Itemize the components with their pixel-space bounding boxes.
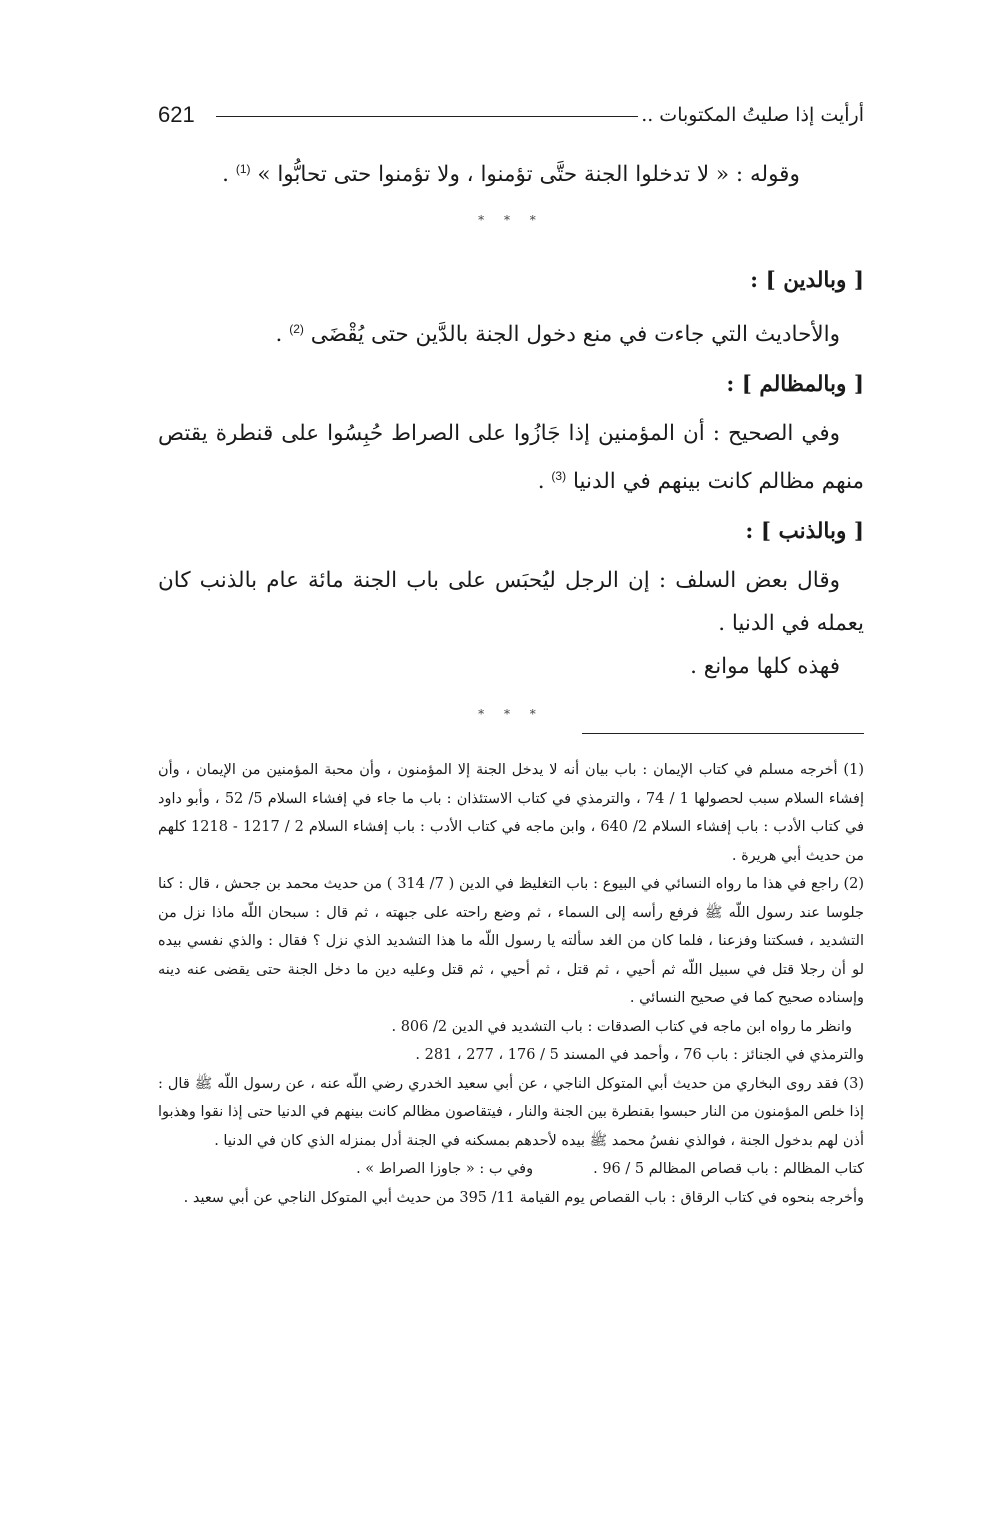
footnote-3-continuation: وأخرجه بنحوه في كتاب الرقاق : باب القصاص يوم القيامة 11/ 395 من حديث أبي المتوكل الناجي عن أبي سعيد . (183, 1189, 864, 1206)
debt-paragraph: والأحاديث التي جاءت في منع دخول الجنة بالدَّين حتى يُقْضَى $^{(2)}$ . (275, 322, 840, 348)
footnotes (158, 756, 864, 1212)
main-text (158, 148, 864, 722)
paragraph-text: وفي الصحيح : أن المؤمنين إذا جَازُوا على الصراط حُبِسُوا على قنطرة يقتص منهم مظالم كانت بينهم في الدنيا (158, 421, 864, 495)
page-number: 621 (158, 102, 195, 127)
section-heading-sin: [ وبالذنب ] : (745, 519, 864, 545)
hadith-quote-paragraph: وقوله : « لا تدخلوا الجنة حتَّى تؤمنوا ، ولا تؤمنوا حتى تحابُّوا » $^{(1)}$ . (222, 162, 800, 188)
footnote-3-source-line (158, 1155, 864, 1184)
footnote-ref-1[interactable]: (1) (235, 162, 251, 176)
footnote-3-source: كتاب المظالم : باب قصاص المظالم 5 / 96 . (593, 1161, 864, 1177)
footnote-ref-3[interactable]: (3) (551, 469, 567, 484)
footnote-3: (3) فقد روى البخاري من حديث أبي المتوكل الناجي ، عن أبي سعيد الخدري رضي اللّه عنه ، عن رسول اللّه ﷺ قال : إذا خلص المؤمنون من النار حبسوا بقنطرة بين الجنة والنار ، فيتقاصون مظالم كانت بينهم في الدنيا حتى إذا نقوا وهذبوا أذن لهم بدخول الجنة ، فوالذي نفسُ محمد ﷺ بيده لأحدهم بمسكنه في الجنة أدل بمنزله الذي كان في الدنيا . (158, 1075, 864, 1149)
header-rule (216, 116, 638, 117)
footnote-2-continuation: وانظر ما رواه ابن ماجه في كتاب الصدقات : باب التشديد في الدين 2/ 806 . (391, 1018, 852, 1035)
footnote-3-variant: وفي ب : « جاوزا الصراط » . (356, 1161, 534, 1177)
section-heading-injustice: [ وبالمظالم ] : (726, 372, 864, 398)
footnote-rule (582, 733, 864, 734)
footnote-1: (1) أخرجه مسلم في كتاب الإيمان : باب بيان أنه لا يدخل الجنة إلا المؤمنون ، وأن محبة المؤمنين من الإيمان ، وأن إفشاء السلام سبب لحصولها 1 / 74 ، والترمذي في كتاب الاستئذان : باب ما جاء في إفشاء السلام 5/ 52 ، وأبو داود في كتاب الأدب : باب إفشاء السلام 2/ 640 ، وابن ماجه في كتاب الأدب : باب إفشاء السلام 2 / 1217 - 1218 كلهم من حديث أبي هريرة . (158, 762, 865, 864)
footnote-2-continuation: والترمذي في الجنائز : باب 76 ، وأحمد في المسند 5 / 176 ، 277 ، 281 . (415, 1047, 864, 1063)
section-separator: * * * (478, 213, 544, 228)
sin-paragraph: وقال بعض السلف : إن الرجل ليُحبَس على باب الجنة مائة عام بالذنب كان يعمله في الدنيا . (158, 568, 864, 637)
section-separator: * * * (478, 707, 544, 722)
running-header (158, 100, 864, 130)
footnote-2: (2) راجع في هذا ما رواه النسائي في البيوع : باب التغليظ في الدين ( 7/ 314 ) من حديث محمد بن جحش ، قال : كنا جلوسا عند رسول اللّه ﷺ فرفع رأسه إلى السماء ، ثم وضع راحته على جبهته ، ثم قال : سبحان اللّه ماذا نزل من التشديد ، فسكتنا وفزعنا ، فلما كان من الغد سألته يا رسول اللّه ما هذا التشديد الذي نزل ؟ فقال : والذي نفسي بيده لو أن رجلا قتل في سبيل اللّه ثم أحيي ، ثم قتل ، ثم أحيي ، ثم قتل وعليه دين ما دخل الجنة حتى يقضى عنه دينه وإسناده صحيح كما في صحيح النسائي . (158, 876, 865, 1006)
section-heading-debt: [ وبالدين ] : (750, 268, 864, 294)
paragraph-text: والأحاديث التي جاءت في منع دخول الجنة بالدَّين حتى يُقْضَى (310, 322, 840, 348)
footnote-ref-2[interactable]: (2) (289, 322, 304, 337)
injustice-paragraph: وفي الصحيح : أن المؤمنين إذا جَازُوا على الصراط حُبِسُوا على قنطرة يقتص منهم مظالم كانت بينهم في الدنيا $^{(3)}$ . (158, 421, 864, 495)
running-title: أرأيت إذا صليتُ المكتوبات .. (641, 104, 864, 126)
conclusion-paragraph: فهذه كلها موانع . (690, 654, 840, 680)
paragraph-text: وقوله : « لا تدخلوا الجنة حتَّى تؤمنوا ، ولا تؤمنوا حتى تحابُّوا » (257, 162, 800, 188)
